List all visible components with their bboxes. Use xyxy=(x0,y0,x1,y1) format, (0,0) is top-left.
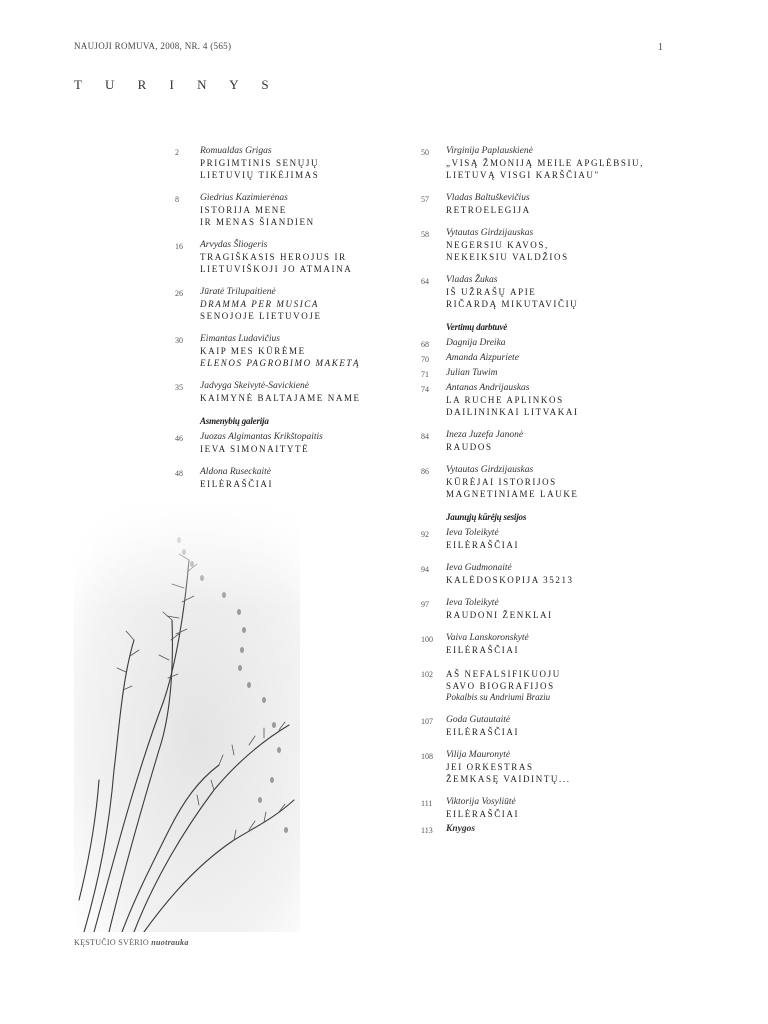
toc-author: Arvydas Šliogeris xyxy=(200,240,268,250)
toc-title-line: ISTORIJA MENE xyxy=(200,205,287,215)
toc-title-line: KAIP MES KŪRĖME xyxy=(200,346,306,356)
toc-page-number: 57 xyxy=(421,195,429,204)
toc-entry[interactable] xyxy=(175,193,405,228)
toc-entry[interactable] xyxy=(421,633,651,656)
toc-title-line: IEVA SIMONAITYTĖ xyxy=(200,444,310,454)
toc-author: Giedrius Kazimierėnas xyxy=(200,193,288,203)
photo-credit-word: nuotrauka xyxy=(151,938,189,947)
toc-author: Jūratė Trilupaitienė xyxy=(200,287,276,297)
toc-title-line: IŠ UŽRAŠŲ APIE xyxy=(446,287,537,297)
toc-title-line: LIETUVĄ VISGI KARŠČIAU" xyxy=(446,170,600,180)
toc-author: Ieva Toleikytė xyxy=(446,528,499,538)
toc-title-line: ELENOS PAGROBIMO MAKETĄ xyxy=(200,358,361,368)
toc-title-line: LIETUVIŲ TIKĖJIMAS xyxy=(200,170,320,180)
section-heading: Jaunųjų kūrėjų sesijos xyxy=(446,512,527,522)
toc-author: Jadvyga Skeivytė-Savickienė xyxy=(200,381,309,391)
toc-author: Vladas Baltuškevičius xyxy=(446,193,530,203)
toc-title-line: KAIMYNĖ BALTAJAME NAME xyxy=(200,393,361,403)
toc-entry[interactable] xyxy=(421,528,651,551)
toc-title-line: TRAGIŠKASIS HEROJUS IR xyxy=(200,252,347,262)
toc-subtitle: Pokalbis su Andriumi Braziu xyxy=(446,692,551,702)
toc-entry[interactable] xyxy=(175,467,405,490)
toc-entry[interactable] xyxy=(421,193,651,216)
toc-page-number: 48 xyxy=(175,469,183,478)
toc-page-number: 102 xyxy=(421,670,433,679)
toc-entry[interactable] xyxy=(421,598,651,621)
toc-page-number: 92 xyxy=(421,530,429,539)
toc-entry[interactable] xyxy=(421,824,651,835)
toc-author: Dagnija Dreika xyxy=(446,338,506,348)
toc-page-number: 113 xyxy=(421,826,433,835)
toc-author: Ieva Toleikytė xyxy=(446,598,499,608)
toc-entry[interactable] xyxy=(175,381,405,404)
toc-author: Ineza Juzefa Janonė xyxy=(446,430,524,440)
toc-author: Vaiva Lanskoronskytė xyxy=(446,633,529,643)
toc-author: Vilija Mauronytė xyxy=(446,750,511,760)
toc-author: Goda Gutautaitė xyxy=(446,715,511,725)
toc-title-line: ŽEMKASĘ VAIDINTŲ... xyxy=(446,774,571,784)
toc-page-number: 16 xyxy=(175,242,183,251)
toc-page-number: 97 xyxy=(421,600,429,609)
toc-author: Knygos xyxy=(446,824,476,834)
toc-title-line: NEGERSIU KAVOS, xyxy=(446,240,549,250)
winter-grass-photo xyxy=(74,500,300,932)
toc-entry[interactable] xyxy=(175,146,405,181)
toc-page-number: 58 xyxy=(421,230,429,239)
toc-page-number: 108 xyxy=(421,752,433,761)
toc-page-number: 30 xyxy=(175,336,183,345)
toc-entry[interactable] xyxy=(421,275,651,310)
toc-page-number: 70 xyxy=(421,355,429,364)
page-title: T U R I N Y S xyxy=(74,77,279,92)
toc-entry[interactable] xyxy=(421,465,651,500)
toc-entry[interactable] xyxy=(421,668,651,703)
toc-title-line: LIETUVIŠKOJI JO ATMAINA xyxy=(200,264,353,274)
toc-title-line: IR MENAS ŠIANDIEN xyxy=(200,217,315,227)
toc-author: Romualdas Grigas xyxy=(200,146,272,156)
toc-author: Vytautas Girdzijauskas xyxy=(446,465,534,475)
photo-credit xyxy=(74,938,189,947)
toc-author: Antanas Andrijauskas xyxy=(446,383,530,393)
toc-title-line: JEI ORKESTRAS xyxy=(446,762,534,772)
section-heading: Vertimų darbtuvė xyxy=(446,322,508,332)
toc-entry[interactable] xyxy=(421,146,651,181)
toc-entry[interactable] xyxy=(421,338,651,349)
toc-title-line: DAILININKAI LITVAKAI xyxy=(446,407,579,417)
toc-page-number: 50 xyxy=(421,148,429,157)
toc-title-line: MAGNETINIAME LAUKE xyxy=(446,489,579,499)
toc-author: Julian Tuwim xyxy=(446,368,498,378)
toc-entry[interactable] xyxy=(421,750,651,785)
toc-author: Aldona Ruseckaitė xyxy=(200,467,271,477)
toc-page-number: 74 xyxy=(421,385,429,394)
toc-title-line: EILĖRAŠČIAI xyxy=(446,809,520,819)
toc-title-line: EILĖRAŠČIAI xyxy=(446,540,520,550)
toc-page-number: 26 xyxy=(175,289,183,298)
toc-author: Vytautas Girdzijauskas xyxy=(446,228,534,238)
toc-title-line: KALĖDOSKOPIJA 35213 xyxy=(446,575,574,585)
toc-author: Amanda Aizpuriete xyxy=(446,353,519,363)
toc-entry[interactable] xyxy=(421,228,651,263)
toc-title-line: EILĖRAŠČIAI xyxy=(446,645,520,655)
toc-title-line: EILĖRAŠČIAI xyxy=(446,727,520,737)
toc-author: Viktorija Vosyliūtė xyxy=(446,797,516,807)
toc-entry[interactable] xyxy=(421,715,651,738)
toc-title-line: RAUDOS xyxy=(446,442,493,452)
toc-page-number: 71 xyxy=(421,370,429,379)
toc-page-number: 8 xyxy=(175,195,179,204)
toc-title-line: „VISĄ ŽMONIJĄ MEILE APGLĖBSIU, xyxy=(446,158,644,168)
toc-title-line: NEKEIKSIU VALDŽIOS xyxy=(446,252,569,262)
toc-title-line: RETROELEGIJA xyxy=(446,205,531,215)
toc-page-number: 94 xyxy=(421,565,429,574)
toc-author: Ieva Gudmonaitė xyxy=(446,563,512,573)
page-number: 1 xyxy=(658,42,664,53)
toc-page-number: 111 xyxy=(421,799,433,808)
toc-entry[interactable] xyxy=(421,430,651,453)
toc-page-number: 35 xyxy=(175,383,183,392)
toc-author: Virginija Paplauskienė xyxy=(446,146,533,156)
toc-entry[interactable] xyxy=(175,287,405,322)
toc-title-line: DRAMMA PER MUSICA xyxy=(200,299,320,309)
toc-entry[interactable] xyxy=(175,432,405,455)
toc-title-line: RAUDONI ŽENKLAI xyxy=(446,610,553,620)
toc-entry[interactable] xyxy=(421,797,651,820)
toc-title-line: EILĖRAŠČIAI xyxy=(200,479,274,489)
toc-entry[interactable] xyxy=(421,353,651,364)
toc-page-number: 68 xyxy=(421,340,429,349)
toc-right-column xyxy=(421,146,651,847)
toc-left-column xyxy=(175,146,405,502)
toc-page-number: 107 xyxy=(421,717,433,726)
toc-page-number: 2 xyxy=(175,148,179,157)
toc-page-number: 46 xyxy=(175,434,183,443)
section-heading: Asmenybių galerija xyxy=(200,416,269,426)
toc-page-number: 84 xyxy=(421,432,429,441)
toc-entry[interactable] xyxy=(175,334,405,369)
toc-title-line: KŪRĖJAI ISTORIJOS xyxy=(446,477,557,487)
toc-page-number: 86 xyxy=(421,467,429,476)
toc-entry[interactable] xyxy=(421,563,651,586)
photo-credit-name: KĘSTUČIO SVĖRIO xyxy=(74,938,149,947)
toc-author: Vladas Žukas xyxy=(446,275,498,285)
journal-header: NAUJOJI ROMUVA, 2008, NR. 4 (565) xyxy=(74,41,232,51)
toc-title-line: SENOJOJE LIETUVOJE xyxy=(200,311,322,321)
toc-author: Eimantas Ludavičius xyxy=(200,334,280,344)
toc-entry[interactable] xyxy=(175,240,405,275)
toc-entry[interactable] xyxy=(421,368,651,379)
toc-title-line: SAVO BIOGRAFIJOS xyxy=(446,681,555,691)
toc-entry[interactable] xyxy=(421,383,651,418)
toc-title-line: RIČARDĄ MIKUTAVIČIŲ xyxy=(446,299,579,309)
toc-title-line: PRIGIMTINIS SENŲJŲ xyxy=(200,158,320,168)
toc-title-line: LA RUCHE APLINKOS xyxy=(446,395,564,405)
toc-title-line: AŠ NEFALSIFIKUOJU xyxy=(446,669,561,679)
toc-page-number: 64 xyxy=(421,277,429,286)
toc-page-number: 100 xyxy=(421,635,433,644)
toc-author: Juozas Algimantas Krikštopaitis xyxy=(200,432,323,442)
